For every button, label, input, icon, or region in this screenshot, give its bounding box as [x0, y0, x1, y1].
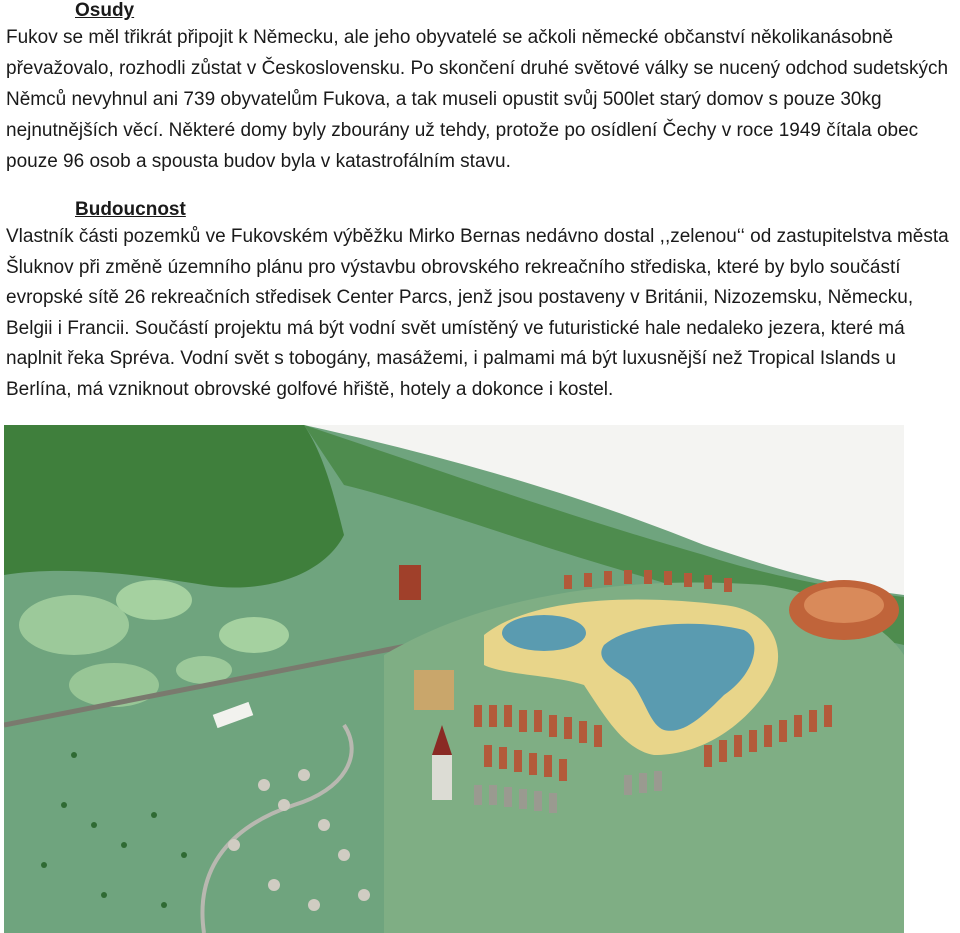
section-heading-budoucnost: Budoucnost [75, 199, 186, 220]
section-osudy [6, 0, 958, 177]
section-text-budoucnost: Vlastník části pozemků ve Fukovském výběžku Mirko Bernas nedávno dostal ,,zelenou‘‘ od zastupitelstva města Šluknov při změně územního plánu pro výstavbu obrovského rekreačního střediska, které by bylo součástí evropské sítě 26 rekreačních středisek Center Parcs, jenž jsou postaveny v Británii, Nizozemsku, Německu, Belgii i Francii. Součástí projektu má být vodní svět umístěný ve futuristické hale nedaleko jezera, které má naplnit řeka Spréva. Vodní svět s tobogány, masážemi, i palmami má být luxusnější než Tropical Islands u Berlína, má vzniknout obrovské golfové hřiště, hotely a dokonce i kostel. [6, 226, 949, 400]
hotel-building [414, 670, 454, 710]
section-text-osudy: Fukov se měl třikrát připojit k Německu, ale jeho obyvatelé se ačkoli německé občanství několikanásobně převažovalo, rozhodli zůstat v Československu. Po skončení druhé světové války se nucený odchod sudetských Němců nevyhnul ani 739 obyvatelům Fukova, a tak museli opustit svůj 500let starý domov s pouze 30kg nejnutnějších věcí. Některé domy byly zbourány už tehdy, protože po osídlení Čechy v roce 1949 čítala obec pouze 96 osob a spousta budov byla v katastrofálním stavu. [6, 27, 949, 172]
golf-green [19, 595, 129, 655]
golf-green [219, 617, 289, 653]
golf-green [69, 663, 159, 707]
document [6, 0, 958, 400]
small-lake [502, 615, 586, 651]
forest-area [4, 425, 344, 588]
factory-building [399, 565, 421, 600]
golf-green [116, 580, 192, 620]
section-heading-osudy: Osudy [75, 0, 135, 21]
resort-model-image [4, 425, 904, 933]
resort-aerial-illustration [4, 425, 904, 933]
church-building [432, 755, 452, 800]
water-world-dome-top [804, 587, 884, 623]
section-budoucnost [6, 198, 958, 406]
